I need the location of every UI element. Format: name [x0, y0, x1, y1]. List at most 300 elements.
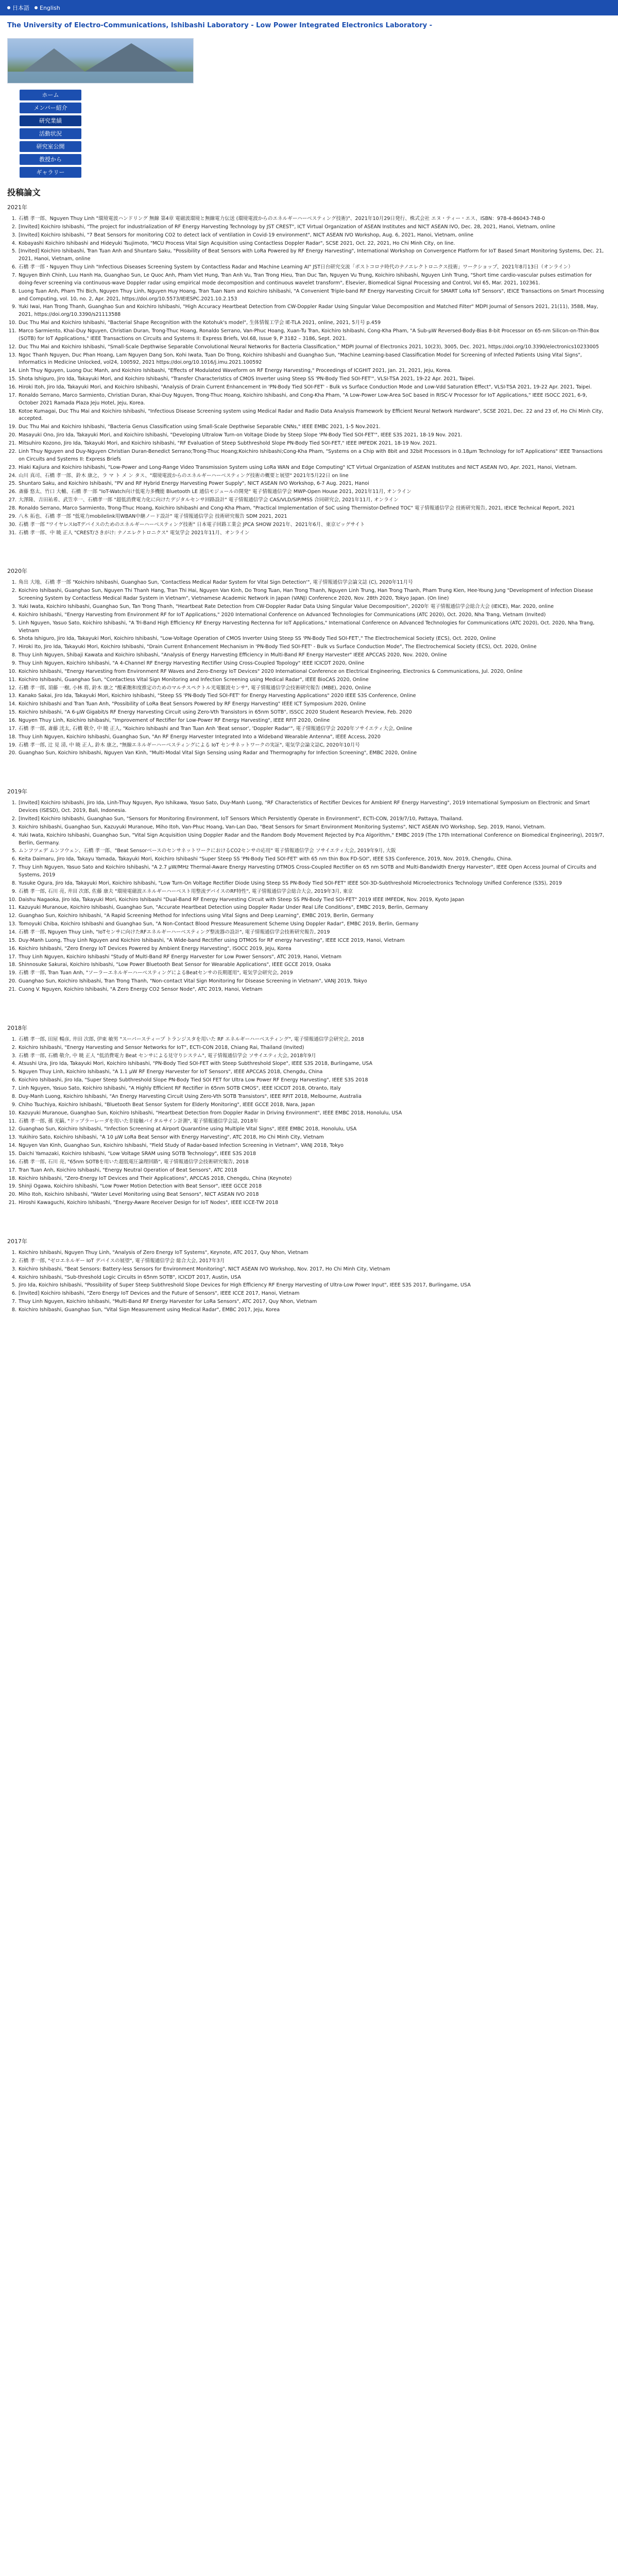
publication-text: Hiaki Kajiura and Koichiro Ishibashi, "Low-Power and Long-Range Video Transmission System using LoRa WAN and Edge Computing" ICT Virtual Organization of ASEAN Institutes and NICT ASEAN IVO, Apr. 2021, Hanoi, Vietnam.	[19, 464, 577, 470]
publication-item	[7, 945, 605, 953]
publication-item	[7, 513, 605, 521]
publication-text: Kotoe Kumagai, Duc Thu Mai and Koichiro Ishibashi, "Infectious Disease Screening system using Medical Radar and Radio Data Analysis Framework by Efficient Neural Network Hardware", SCSE 2021, Dec. 22 and 23 of, Ho Chi Minh City, accepted.	[19, 408, 604, 422]
publication-item	[7, 1249, 605, 1257]
publication-number: 30.	[8, 521, 16, 528]
publication-text: Keita Daimaru, Jiro Ida, Takayu Yamada, Takayuki Mori, Koichiro Ishibashi "Super Steep SS 'PN-Body Tied SOI-FET' with 65 nm thin Box FD-SOI", IEEE S3S Conference, 2019, Nov. 2019, Chengdu, China.	[19, 856, 512, 862]
publication-text: Yukihiro Sato, Koichiro Ishibashi, "A 10 μW LoRa Beat Sensor with Energy Harvesting", ATC 2018, Ho Chi Minh City, Vietnam	[19, 1134, 324, 1141]
publication-item	[7, 423, 605, 431]
publication-item	[7, 742, 605, 750]
publication-number: 17.	[8, 392, 16, 398]
publication-item	[7, 800, 605, 815]
publication-text: Cuong V. Nguyen, Koichiro Ishibashi, "A Zero Energy CO2 Sensor Node", ATC 2019, Hanoi, Vietnam	[19, 987, 263, 993]
publication-item	[7, 824, 605, 832]
publication-item	[7, 856, 605, 863]
publication-text: Yuki Iwai, Han Trong Thanh, Guanghao Sun and Koichiro Ishibashi, "High Accuracy Heartbeat Detection from CW-Doppler Radar Using Singular Value Decomposition and Matched Filter" MDPI Journal of Sensors 2021, 21(11), 3588, May, 2021, https://doi.org/10.3390/s21113588	[19, 304, 598, 318]
publication-text: Linh Thuy Nguyen, Luong Duc Manh, and Koichiro Ishibashi, "Effects of Modulated Waveform on RF Energy Harvesting," Proceedings of ICGHIT 2021, Jan. 21, 2021, Jeju, Korea.	[19, 368, 452, 374]
publication-item	[7, 488, 605, 496]
publication-number: 27.	[8, 497, 16, 503]
publication-number: 12.	[8, 685, 16, 691]
publication-text: 石橋 孝一郎, "ゼロエネルギー IoT デバイスの展望", 電子情報通信学会 総合大会, 2017年3月	[19, 1258, 225, 1264]
publication-item	[7, 376, 605, 383]
publication-text: Shota Ishiguro, Jiro Ida, Takayuki Mori, Koichiro Ishibashi, "Low-Voltage Operation of CMOS Inverter Using Steep SS 'PN-Body Tied SOI-FET'," The Electrochemical Society (ECS), Oct. 2020, Online	[19, 636, 496, 642]
publication-text: Ronaldo Serrano, Marco Sarmiento, Christian Duran, Khai-Duy Nguyen, Trong-Thuc Hoang, Koichiro Ishibashi, and Cong-Kha Pham, "A Low-Power Low-Area SoC based in RISC-V Processor for IoT Applications," IEEE ISOCC 2021, 6-9, October 2021 Ramada Plaza Jeju Hotel, Jeju, Korea.	[19, 392, 587, 406]
publication-text: Miho Itoh, Koichiro Ishibashi, "Water Level Monitoring using Beat Sensors", NICT ASEAN IVO 2018	[19, 1192, 259, 1198]
publication-item	[7, 848, 605, 855]
publication-text: Yusuke Ogura, Jiro Ida, Takayuki Mori, Koichiro Ishibashi, "Low Turn-On Voltage Rectifier Diode Using Steep SS PN-Body Tied SOI-FET" IEEE SOI-3D-Subthreshold Microelectronics Technology Unified Conference (S3S), 2019	[19, 880, 562, 886]
publication-item	[7, 1150, 605, 1158]
lake-shape	[8, 72, 193, 83]
publication-item	[7, 961, 605, 969]
publication-item	[7, 1307, 605, 1314]
publication-text: Thuy Linh Nguyen, Koichiro Ishibashi "Study of Multi-Band RF Energy Harvester for Low Power Sensors", ATC 2019, Hanoi, Vietnam	[19, 954, 342, 960]
publication-number: 2.	[11, 224, 16, 230]
publication-item	[7, 224, 605, 231]
publication-text: 石橋 孝一郎, 石川 亮, "65nm SOTBを用いた超低電圧論理回路", 電子情報通信学会技術研究報告, 2018	[19, 1159, 249, 1165]
publication-item	[7, 734, 605, 741]
publication-item	[7, 432, 605, 439]
publication-number: 4.	[11, 1061, 16, 1067]
main-nav	[20, 90, 81, 178]
publication-item	[7, 643, 605, 651]
publication-item	[7, 1266, 605, 1274]
publication-list	[7, 800, 605, 994]
publication-number: 11.	[8, 328, 16, 334]
year-section	[0, 787, 618, 994]
publication-number: 3.	[11, 824, 16, 830]
publication-text: Koichiro Ishibashi, "Sub-threshold Logic Circuits in 65nm SOTB", ICICDT 2017, Austin, USA	[19, 1274, 241, 1280]
publication-item	[7, 480, 605, 488]
publication-list	[7, 1249, 605, 1314]
publication-text: 石橋 孝一郎, 斎藤 洸太, 石橋 敬介, 中 暁 正人, "Koichiro Ishibashi and Tran Tuan Anh 'Beat sensor', 'Doppler Radar'", 電子情報通信学会 2020年ソサイエティ大会, Online	[19, 725, 413, 732]
publication-number: 14.	[8, 929, 16, 936]
publication-text: Koichiro Ishibashi, "Energy Harvesting from Environment RF for IoT Applications," 2020 International Conference on Advanced Technologies for Communications (ATC 2020), Oct. 2020, Nha Trang, Vietnam (Invited)	[19, 612, 546, 618]
publication-item	[7, 1126, 605, 1133]
publication-text: 斎藤 悠太、竹口 大輔、石橋 孝一郎 "IoT-Watch向け低電力多機能 Bluetooth LE 通信モジュールの開発" 電子情報通信学会 MWP-Open House 2021, 2021年11月, オンライン	[19, 489, 411, 495]
publication-number: 23.	[8, 464, 16, 470]
publication-text: Hiroshi Kawaguchi, Koichiro Ishibashi, "Energy-Aware Receiver Design for IoT Nodes", IEEE ICCE-TW 2018	[19, 1200, 279, 1206]
publication-text: Koichiro Ishibashi, Jiro Ida, "Super Steep Subthreshold Slope PN-Body Tied SOI FET for Ultra Low Power RF Energy Harvesting", IEEE S3S 2018	[19, 1077, 368, 1083]
publication-item	[7, 521, 605, 529]
publication-item	[7, 692, 605, 700]
publication-number: 1.	[11, 580, 16, 586]
publication-text: Koichiro Ishibashi, Nguyen Thuy Linh, "Analysis of Zero Energy IoT Systems", Keynote, ATC 2017, Quy Nhon, Vietnam	[19, 1249, 308, 1256]
publication-number: 18.	[8, 1175, 16, 1181]
bullet-icon	[35, 6, 38, 9]
publication-item	[7, 392, 605, 408]
publication-item	[7, 272, 605, 287]
publication-text: Koichiro Ishibashi, Guanghao Sun, "Vital Sign Measurement using Medical Radar", EMBC 2017, Jeju, Korea	[19, 1307, 280, 1313]
publication-item	[7, 676, 605, 684]
publication-number: 14.	[8, 701, 16, 707]
publication-number: 10.	[8, 320, 16, 326]
publication-text: Tran Tuan Anh, Koichiro Ishibashi, "Energy Neutral Operation of Beat Sensors", ATC 2018	[19, 1167, 237, 1173]
publication-text: Koichiro Ishibashi, "A 6-μW Gigabit/s RF Energy Harvesting Circuit using Zero-Vth Transistors in 65nm SOTB", ISSCC 2020 Student Research Preview, Feb. 2020	[19, 709, 412, 716]
publication-text: Daichi Yamazaki, Koichiro Ishibashi, "Low Voltage SRAM using SOTB Technology", IEEE S3S 2018	[19, 1150, 256, 1157]
publication-number: 5.	[11, 620, 16, 626]
publication-number: 8.	[11, 1307, 16, 1313]
publication-number: 17.	[8, 954, 16, 960]
publication-number: 26.	[8, 489, 16, 495]
publication-item	[7, 472, 605, 480]
publication-text: Hiroki Ito, Jiro Ida, Takayuki Mori, Koichiro Ishibashi, "Drain Current Enhancement Mechanism in 'PN-Body Tied SOI-FET' - Bulk vs Surface Conduction Mode", The Electrochemical Society (ECS), Oct. 2020, Online	[19, 644, 537, 650]
publication-text: Koichiro Ishibashi, "Zero-Energy IoT Devices and Their Applications", APCCAS 2018, Chengdu, China (Keynote)	[19, 1175, 292, 1181]
publication-item	[7, 1298, 605, 1306]
publication-text: Nguyen Thuy Linh, Koichiro Ishibashi, "Improvement of Rectifier for Low-Power RF Energy Harvesting", IEEE RFIT 2020, Online	[19, 717, 330, 723]
publication-number: 10.	[8, 668, 16, 674]
year-heading: 2021年	[7, 204, 27, 211]
publication-text: Yuki Iwata, Koichiro Ishibashi, Guanghao Sun, Tan Trong Thanh, "Heartbeat Rate Detection from CW-Doppler Radar Data Using Singular Value Decomposition", 2020年 電子情報通信学会総合大会 (IEICE), Mar. 2020, online	[19, 603, 554, 609]
publication-item	[7, 1110, 605, 1117]
publication-text: Duc Thu Mai and Koichiro Ishibashi, "Bacterial Shape Recognition with the Kotohuk's model", 生体情報工学会 IE-TLA 2021, online, 2021, 5月号 p.459	[19, 320, 381, 326]
publication-item	[7, 1077, 605, 1084]
publication-text: Daishu Nagaoka, Jiro Ida, Takayuki Mori, Koichiro Ishibashi "Dual-Band RF Energy Harvesting Circuit with Steep SS PN-Body Tied SOI-FET" 2019 IEEE IMFEDK, Nov. 2019, Kyoto Japan	[19, 896, 465, 903]
publication-number: 6.	[11, 1077, 16, 1083]
publication-number: 7.	[11, 273, 16, 279]
publication-item	[7, 660, 605, 668]
publication-number: 4.	[11, 832, 16, 838]
publication-number: 14.	[8, 368, 16, 374]
publication-number: 5.	[11, 1282, 16, 1289]
publication-item	[7, 1036, 605, 1044]
publication-number: 18.	[8, 962, 16, 968]
nav-item-open-lab[interactable]: 研究室公開	[20, 141, 81, 152]
publication-text: Guanghao Sun, Koichiro Ishibashi, Nguyen Van Kinh, "Multi-Modal Vital Sign Sensing using Radar and Thermography for Infection Screening", EMBC 2020, Online	[19, 750, 417, 756]
publication-number: 15.	[8, 1150, 16, 1157]
publication-number: 4.	[11, 1274, 16, 1280]
publication-item	[7, 1101, 605, 1109]
publication-number: 13.	[8, 693, 16, 699]
publication-number: 6.	[11, 1291, 16, 1297]
nav-item-gallery[interactable]: ギャラリー	[20, 167, 81, 178]
publication-item	[7, 978, 605, 986]
publication-number: 20.	[8, 432, 16, 438]
language-link-en[interactable]	[35, 5, 60, 11]
publication-number: 4.	[11, 612, 16, 618]
publication-number: 15.	[8, 937, 16, 943]
publication-text: 石橋 孝一郎、Nguyen Thuy Linh "環境電波ハンドリング 無線 第4章 電磁波環境と無線電力伝送 (環境電波からのエネルギーハーベスティング技術)"、2021年10月29日発行、株式会社 エヌ・ティー・エス、ISBN：978-4-86043-748-0	[19, 216, 545, 222]
publication-item	[7, 1175, 605, 1183]
nav-item-activities[interactable]: 活動状況	[20, 128, 81, 139]
publication-number: 9.	[11, 304, 16, 310]
year-heading: 2019年	[7, 788, 27, 795]
publication-list	[7, 579, 605, 757]
publication-text: Duc Thu Mai and Koichiro Ishibashi, "Bacteria Genus Classification using Small-Scale Depthwise Separable CNNs," IEEE EMBC 2021, 1-5 Nov.2021.	[19, 424, 381, 430]
publication-number: 19.	[8, 424, 16, 430]
publication-item	[7, 1258, 605, 1265]
hero-image	[7, 38, 194, 83]
publication-item	[7, 440, 605, 448]
publication-item	[7, 288, 605, 303]
publication-text: 石橋 孝一郎, 孫 光鎬, "ドップラーレーダを用いた非接触バイタルサイン計測", 電子情報通信学会誌, 2018年	[19, 1118, 259, 1124]
publication-number: 1.	[11, 1249, 16, 1256]
publication-number: 7.	[11, 865, 16, 871]
publication-item	[7, 264, 605, 272]
language-link-ja-label: 日本語	[12, 5, 29, 11]
publication-number: 2.	[11, 816, 16, 822]
publication-text: [Invited] Koichiro Ishibashi, "The project for industrialization of RF Energy Harvesting Technology by JST CREST", ICT Virtual Organization of ASEAN Institutes and NICT ASEAN IVO, Dec. 28, 2021, Hanoi, Vietnam, online	[19, 224, 556, 230]
publication-text: Ronaldo Serrano, Marco Sarmiento, Trong-Thuc Hoang, Koichiro Ishibashi and Cong-Kha Pham, "Practical Implementation of SoC using Thermistor-Defined TOC" 電子情報通信学会 技術研究報告, 2021, IEICE Technical Report, 2021	[19, 505, 575, 511]
publication-item	[7, 303, 605, 319]
publication-number: 3.	[11, 1266, 16, 1272]
publication-number: 13.	[8, 921, 16, 927]
publication-item	[7, 1085, 605, 1093]
publication-text: Koichiro Ishibashi, "Energy Harvesting from Environment RF Waves and Zero-Energy IoT Devices" 2020 International Conference on Electrical Engineering, Electronics & Communications, Jul. 2020, Online	[19, 668, 523, 674]
publication-text: Koichiro Ishibashi, "Beat Sensors: Battery-less Sensors for Environment Monitoring", NICT ASEAN IVO Workshop, Nov. 2017, Ho Chi Minh City, Vietnam	[19, 1266, 390, 1272]
lab-name: The University of Electro-Communications, Ishibashi Laboratory - Low Power Integrated Electronics Laboratory -	[7, 21, 433, 29]
publication-item	[7, 464, 605, 472]
publication-text: Koichiro Ishibashi, Guanghao Sun, Nguyen Thi Thanh Hang, Tran Thi Hai, Nguyen Van Kinh, Do Trong Tuan, Han Trong Thanh, Nguyen Linh Trung, Han Trong Thanh, Pham Trung Kien, Hee-Young Jung "Development of Infection Disease Screening System by Contactless Medical Radar System in Vietnam", Vietnamese Academic Network in Japan (VANJ) Conference 2020, Nov. 28th 2020, Tokyo Japan. (On line)	[19, 588, 593, 602]
publication-item	[7, 408, 605, 423]
publication-number: 28.	[8, 505, 16, 511]
publication-text: Kazuyuki Muranoue, Koichiro Ishibashi, Guanghao Sun, "Accurate Heartbeat Detection using Doppler Radar Under Real Life Conditions", EMBC 2019, Berlin, Germany	[19, 905, 428, 911]
publication-text: Shota Ishiguro, Jiro Ida, Takayuki Mori, and Koichiro Ishibashi, "Transfer Characteristics of CMOS Inverter using Steep SS 'PN-Body Tied SOI-FET'", VLSI-TSA 2021, 19-22 Apr. 2021, Taipei.	[19, 376, 475, 382]
publication-item	[7, 668, 605, 676]
publication-sections	[0, 203, 618, 1314]
publication-item	[7, 448, 605, 464]
publication-item	[7, 367, 605, 375]
publication-item	[7, 344, 605, 351]
publication-number: 16.	[8, 717, 16, 723]
publication-text: Chiho Tsuchiya, Koichiro Ishibashi, "Bluetooth Beat Sensor System for Elderly Monitoring", IEEE GCCE 2018, Nara, Japan	[19, 1101, 315, 1108]
publication-item	[7, 970, 605, 977]
top-language-bar	[0, 0, 618, 15]
publication-item	[7, 587, 605, 603]
publication-text: 石橋 孝一郎・Nguyen Thuy Linh "Infectious Diseases Screening System by Contactless Radar and Machine Learning AI" JST日台研究交流「ポストコロナ時代のナノエレクトロニクス技術」ワークショップ、2021年8月13日（オンライン）	[19, 264, 573, 270]
publication-number: 19.	[8, 742, 16, 748]
publication-item	[7, 232, 605, 240]
publication-text: Kanako Sakai, Jiro Ida, Takayuki Mori, Koichiro Ishibashi, "Steep SS 'PN-Body Tied SOI-FET' for Energy Harvesting Applications" 2020 IEEE S3S Conference, Online	[19, 693, 416, 699]
publication-text: 八木 拓也、石橋 孝一郎 "低電力mobilelink用WBAN中継ノード設計" 電子情報通信学会 技術研究報告 SDM 2021, 2021	[19, 513, 287, 519]
mountain-shape	[23, 48, 85, 72]
publication-item	[7, 1191, 605, 1199]
mountain-shape	[85, 43, 178, 72]
publication-text: 石橋 孝一郎, 石川 亮, 井田 次郎, 佐藤 康夫 "環境電磁波エネルギーハーベスト用整流デバイスのRF特性", 電子情報通信学会総合大会, 2019年3月, 東京	[19, 888, 353, 894]
publication-text: 角出 大地、石橋 孝一郎 "Koichiro Ishibashi, Guanghao Sun, 'Contactless Medical Radar System for Vital Sign Detection'", 電子情報通信学会論文誌 (C), 2020年11月号	[19, 580, 413, 586]
publication-text: Koichiro Ishibashi, "Energy Harvesting and Sensor Networks for IoT", ECTI-CON 2018, Chiang Rai, Thailand (Invited)	[19, 1044, 304, 1050]
publication-item	[7, 328, 605, 343]
publication-item	[7, 832, 605, 848]
publication-item	[7, 1044, 605, 1052]
publication-text: Duy-Manh Luong, Koichiro Ishibashi, "An Energy Harvesting Circuit Using Zero-Vth SOTB Transistors", IEEE RFIT 2018, Melbourne, Australia	[19, 1093, 362, 1099]
publication-item	[7, 240, 605, 248]
publication-text: 石橋 孝一郎, 石橋 敬介, 中 暁 正人 "低消費電力 Beat センサによる見守りシステム", 電子情報通信学会 ソサイエティ大会, 2018年9月	[19, 1053, 316, 1059]
publication-number: 17.	[8, 725, 16, 732]
publication-item	[7, 1159, 605, 1166]
publication-text: 石橋 孝一郎, 須藤 一樹, 小林 将, 鈴木 康之 "酸素飽和度推定のためのマルチスペクトル光電脈波センサ", 電子情報通信学会技術研究報告 (MBE), 2020, Online	[19, 685, 371, 691]
publication-text: Kobayashi Koichiro Ishibashi and Hideyuki Tsujimoto, "MCU Process Vital Sign Acquisition using Contactless Doppler Radar", SCSE 2021, Oct. 22, 2021, Ho Chi Minh City, on line.	[19, 240, 455, 246]
publication-number: 20.	[8, 978, 16, 985]
publication-text: Luong Tuan Anh, Pham Thi Bich, Nguyen Thuy Linh, Nguyen Huy Hoang, Tran Tuan Nam and Koichiro Ishibashi, "A Convenient Triple-band RF Energy Harvesting Circuit for SMART LoRa IoT Sensors", IEICE Transactions on Smart Processing and Computing, vol. 10, no. 2, Apr. 2021, https://doi.org/10.5573/IEIESPC.2021.10.2.153	[19, 288, 604, 302]
publication-number: 9.	[11, 660, 16, 666]
publication-number: 16.	[8, 1159, 16, 1165]
publication-item	[7, 888, 605, 896]
publication-item	[7, 215, 605, 223]
year-section	[0, 1024, 618, 1207]
publication-text: 石橋 孝一郎 "ワイヤレスIoTデバイスのためのエネルギーハーベスティング技術" 日本電子回路工業会 JPCA SHOW 2021年、2021年6月、東京ビッグサイト	[19, 521, 365, 528]
publication-number: 9.	[11, 888, 16, 894]
publication-text: Shinnosuke Sakurai, Koichiro Ishibashi, "Low Power Bluetooth Beat Sensor for Wearable Applications", IEEE GCCE 2019, Osaka	[19, 962, 331, 968]
publication-number: 5.	[11, 848, 16, 854]
language-link-en-label: English	[40, 4, 60, 11]
publication-text: [Invited] Koichiro Ishibashi, "7 Beat Sensors for monitoring CO2 to detect lack of ventilation in Covid-19 environment", NICT ASEAN IVO Workshop, Aug. 6, 2021, Hanoi, Vietnam, online	[19, 232, 474, 238]
publication-text: Koichiro Ishibashi, Guanghao Sun, "Contactless Vital Sign Monitoring and Infection Screening using Medical Radar", IEEE BioCAS 2020, Online	[19, 676, 369, 683]
publication-number: 7.	[11, 644, 16, 650]
publication-number: 6.	[11, 856, 16, 862]
publication-text: 石橋 孝一郎、中 暁 正人 "CREST/さきがけ: ナノエレクトロニクス" 電気学会 2021年11月、オンライン	[19, 530, 250, 536]
nav-item-professor[interactable]: 教授から	[20, 154, 81, 165]
publication-number: 3.	[11, 232, 16, 238]
publication-number: 7.	[11, 1086, 16, 1092]
publication-number: 20.	[8, 750, 16, 756]
publication-item	[7, 1118, 605, 1126]
publication-text: Marco Sarmiento, Khai-Duy Nguyen, Christian Duran, Trong-Thuc Hoang, Ronaldo Serrano, Van-Phuc Hoang, Xuan-Tu Tran, Koichiro Ishibashi, Cong-Kha Pham, "A Sub-μW Reversed-Body-Bias 8-bit Processor on 65-nm Silicon-on-Thin-Box (SOTB) for IoT Applications," IEEE Transactions on Circuits and Systems II: Express Briefs, Vol.68, Issue 9, P 3182 – 3186, Sept. 2021.	[19, 328, 599, 342]
publication-text: Guanghao Sun, Koichiro Ishibashi, "Infection Screening at Airport Quarantine using Multiple Vital Signs", IEEE EMBC 2018, Honolulu, USA	[19, 1126, 357, 1132]
publication-text: Thuy Linh Nguyen, Koichiro Ishibashi, Guanghao Sun, "An RF Energy Harvester Integrated Into a Wideband Wearable Antenna", IEEE Access, 2020	[19, 734, 381, 740]
publication-number: 16.	[8, 945, 16, 952]
publication-item	[7, 864, 605, 879]
publication-text: [Invited] Koichiro Ishibashi, Tran Tuan Anh and Shuntaro Saku, "Possibility of Beat Sensors with LoRa Powered by RF Energy Harvesting", International Workshop on Convergence Platform for IoT Based Smart Monitoring Systems, Dec. 21, 2021, Hanoi, Vietnam, online	[19, 248, 604, 262]
nav-item-home[interactable]: ホーム	[20, 90, 81, 100]
publication-number: 17.	[8, 1167, 16, 1173]
publication-text: [Invited] Koichiro Ishibashi, Guanghao Sun, "Sensors for Monitoring Environment, IoT Sensors Which Persistently Operate in Environment", ECTI-CON, 2019/7/10, Pattaya, Thailand.	[19, 816, 463, 822]
publication-item	[7, 319, 605, 327]
publication-item	[7, 505, 605, 513]
publication-text: 石橋 孝一郎, Nguyen Thuy Linh, "IoTセンサに向けたRFエネルギーハーベスティング整流器の設計", 電子情報通信学会技術研究報告, 2019	[19, 929, 330, 936]
publication-number: 11.	[8, 676, 16, 683]
publication-text: Koichiro Ishibashi, "Zero Energy IoT Devices Powered by Ambient Energy Harvesting", ISOCC 2019, Jeju, Korea	[19, 945, 291, 952]
publication-text: Nguyen Van Kinh, Guanghao Sun, Koichiro Ishibashi, "Field Study of Radar-based Infection Screening in Vietnam", VANJ 2018, Tokyo	[19, 1143, 344, 1149]
publication-item	[7, 1290, 605, 1298]
publication-item	[7, 1093, 605, 1101]
publication-item	[7, 1134, 605, 1142]
publication-number: 2.	[11, 1258, 16, 1264]
publication-number: 21.	[8, 1200, 16, 1206]
publication-number: 29.	[8, 513, 16, 519]
publication-number: 13.	[8, 352, 16, 358]
publication-text: Nguyen Binh Chinh, Luu Hanh Ha, Guanghao Sun, Le Quoc Anh, Pham Viet Hung, Tran Anh Vu, Tran Trong Hieu, Tran Duc Tan, Nguyen Vu Trung, Koichiro Ishibashi, Nguyen Linh Trung, "Short time cardio-vascular pulses estimation for doing-fever screening via continuous-wave Doppler radar using empirical mode decomposition and continuous wavelet transform", Elsevier, Biomedical Signal Processing and Control, Vol 65, Mar. 2021, 102361.	[19, 273, 592, 286]
publication-item	[7, 1142, 605, 1150]
publication-text: [Invited] Koichiro Ishibashi, Jiro Ida, Linh-Thuy Nguyen, Ryo Ishikawa, Yasuo Sato, Duy-Manh Luong, "RF Characteristics of Rectifier Devices for Ambient RF Energy Harvesting", 2019 International Symposium on Electronic and Smart Devices (ISESD), Oct. 2019, Bali, Indonesia.	[19, 800, 590, 814]
publication-number: 24.	[8, 472, 16, 479]
publication-number: 1.	[11, 1036, 16, 1042]
publication-text: Koichiro Ishibashi and Tran Tuan Anh, "Possibility of LoRa Beat Sensors Powered by RF Energy Harvesting" IEEE ICT Symposium 2020, Online	[19, 701, 366, 707]
nav-item-research[interactable]: 研究業績	[20, 115, 81, 126]
publication-item	[7, 709, 605, 717]
publication-text: 石橋 孝一郎, Tran Tuan Anh, "ソーラーエネルギーハーベスティングによるBeatセンサの長期運用", 電気学会研究会, 2019	[19, 970, 293, 976]
publication-number: 13.	[8, 1134, 16, 1141]
publication-item	[7, 685, 605, 692]
publication-item	[7, 954, 605, 961]
publication-text: Linh Nguyen, Yasuo Sato, Koichiro Ishibashi, "A Tri-Band High Efficiency RF Energy Harvesting Rectenna for IoT Applications," International Conference on Advanced Technologies for Communications (ATC 2020), Oct. 2020, Nha Trang, Vietnam	[19, 620, 595, 634]
publication-item	[7, 352, 605, 367]
language-link-ja[interactable]	[7, 4, 29, 12]
publication-item	[7, 384, 605, 392]
publication-number: 21.	[8, 440, 16, 447]
publication-number: 3.	[11, 1053, 16, 1059]
publication-text: Thuy Linh Nguyen, Koichiro Ishibashi, "A 4-Channel RF Energy Harvesting Rectifier Using Cross-Coupled Topology" IEEE ICICDT 2020, Online	[19, 660, 365, 666]
publication-item	[7, 921, 605, 928]
publication-item	[7, 652, 605, 659]
year-section	[0, 1237, 618, 1314]
publication-number: 10.	[8, 1110, 16, 1116]
publication-number: 12.	[8, 1126, 16, 1132]
publication-number: 8.	[11, 288, 16, 294]
publication-text: Masayuki Ono, Jiro Ida, Takayuki Mori, and Koichiro Ishibashi, "Developing Ultralow Turn-on Voltage Diode by Steep Slope 'PN-Body Tied SOI-FET'", IEEE S3S 2021, 18-19 Nov. 2021.	[19, 432, 462, 438]
publication-number: 22.	[8, 448, 16, 454]
publication-number: 3.	[11, 603, 16, 609]
publication-item	[7, 1282, 605, 1290]
year-heading: 2020年	[7, 568, 27, 575]
publication-text: Guanghao Sun, Koichiro Ishibashi, Tran Trong Thanh, "Non-contact Vital Sign Monitoring for Disease Screening in Vietnam", VANJ 2019, Tokyo	[19, 978, 367, 985]
publication-text: Thuy Linh Nguyen, Koichiro Ishibashi, "Multi-Band RF Energy Harvester for LoRa Sensors", ATC 2017, Quy Nhon, Vietnam	[19, 1299, 317, 1305]
publication-item	[7, 1183, 605, 1191]
publication-item	[7, 1069, 605, 1076]
publication-number: 11.	[8, 1118, 16, 1124]
publication-text: Ngoc Thanh Nguyen, Duc Phan Hoang, Lam Nguyen Dang Son, Kohi Iwata, Tuan Do Trong, Koichiro Ishibashi and Guanghao Sun, "Machine Learning-based Classification Model for Screening of Infected Patients Using Vital Signs", Informatics in Medicine Unlocked, vol24, 100592, 2021 https://doi.org/10.1016/j.imu.2021.100592	[19, 352, 582, 366]
publication-text: Duy-Manh Luong, Thuy Linh Nguyen and Koichiro Ishibashi, "A Wide-band Rectifier using DTMOS for RF energy harvesting", IEEE ICCE 2019, Hanoi, Vietnam	[19, 937, 405, 943]
publication-number: 10.	[8, 896, 16, 903]
publication-text: 石橋 孝一郎, 田屋 暢彦, 井田 次郎, 伊東 敏男 "スーパースティープ トランジスタを用いた RF エネルギーハーベスティング", 電子情報通信学会研究会, 2018	[19, 1036, 364, 1042]
publication-text: Kazuyuki Muranoue, Guanghao Sun, Koichiro Ishibashi, "Heartbeat Detection from Doppler Radar in Driving Environment", IEEE EMBC 2018, Honolulu, USA	[19, 1110, 402, 1116]
publication-item	[7, 880, 605, 888]
publication-text: Thuy Linh Nguyen, Yasuo Sato and Koichiro Ishibashi, "A 2.7 μW/MHz Thermal-Aware Energy Harvesting DTMOS Cross-Coupled Rectifier on 65 nm SOTB and Multi-Bandwidth Energy Harvester", IEEE Open Access Journal of Circuits and Systems, 2019	[19, 865, 596, 878]
publication-text: 石橋 孝一郎, 辻 見 清, 中 暁 正人, 鈴木 康之, "無線エネルギーハーベスティングによる IoT センサネットワークの実証", 電気学会論文誌C, 2020年10月号	[19, 742, 360, 748]
publication-text: Thuy Linh Nguyen, Shibaji Kawata and Koichiro Ishibashi, "Analysis of Energy Harvesting Efficiency in Multi-Band RF Energy Harvester" IEEE APCCAS 2020, Nov. 2020, Online	[19, 652, 447, 658]
bullet-icon	[7, 6, 10, 9]
publication-text: Duc Thu Mai and Koichiro Ishibashi, "Small-Scale Depthwise Separable Convolutional Neural Networks for Bacteria Classification," MDPI Journal of Electronics 2021, 10(23), 3005, Dec. 2021, https://doi.org/10.3390/electronics10233005	[19, 344, 599, 350]
publication-number: 2.	[11, 1044, 16, 1050]
year-heading: 2017年	[7, 1238, 27, 1245]
publication-text: Koichiro Ishibashi, Guanghao Sun, Kazuyuki Muranoue, Miho Itoh, Van-Phuc Hoang, Van-Lan Dao, "Beat Sensors for Smart Environment Monitoring Systems", NICT ASEAN IVO Workshop, Sep. 2019, Hanoi, Vietnam.	[19, 824, 546, 830]
publication-text: Shinji Ogawa, Koichiro Ishibashi, "Low Power Motion Detection with Beat Sensor", IEEE GCCE 2018	[19, 1183, 262, 1190]
page-title: 投稿論文	[7, 188, 41, 197]
year-section	[0, 567, 618, 757]
publication-text: Atsushi Ura, Jiro Ida, Takayuki Mori, Koichiro Ishibashi, "PN-Body Tied SOI-FET with Steep Subthreshold Slope", IEEE S3S 2018, Burlingame, USA	[19, 1061, 373, 1067]
publication-number: 1.	[11, 216, 16, 222]
publication-number: 7.	[11, 1299, 16, 1305]
publication-text: 大澤隆、吉田祐希、武笠幸一、石橋孝一郎 "超低消費電力化に向けたデジタルセンサ回路設計" 電子情報通信学会 CAS/VLD/SIP/MSS 合同研究会, 2021年11月, オンライン	[19, 497, 399, 503]
publication-item	[7, 1060, 605, 1068]
publication-text: Hiroki Itoh, Jiro Ida, Takayuki Mori, and Koichiro Ishibashi, "Analysis of Drain Current Enhancement in 'PN-Body Tied SOI-FET' - Bulk vs Surface Conduction Mode and Low-Vdd Saturation Effect", VLSI-TSA 2021, 19-22 Apr. 2021, Taipei.	[19, 384, 592, 391]
publication-item	[7, 1199, 605, 1207]
publication-item	[7, 603, 605, 611]
publication-text: 山川 真司、石橋 孝一郎、鈴木 康之、ラ マ ト メ ン タス、"環境電波からのエネルギーハーベスティング技術の概要と展望" 2021年5月22日 on line	[19, 472, 349, 479]
publication-item	[7, 530, 605, 537]
publication-item	[7, 620, 605, 635]
publication-number: 11.	[8, 905, 16, 911]
publication-number: 8.	[11, 652, 16, 658]
publication-number: 20.	[8, 1192, 16, 1198]
publication-number: 2.	[11, 588, 16, 594]
publication-number: 21.	[8, 987, 16, 993]
publication-number: 14.	[8, 1143, 16, 1149]
publication-text: ムンフツェデ ムンフウェン、石橋 孝一郎、"Beat SensorベースのセンサネットワークにおけるCO2センサの応用" 電子情報通信学会 ソサイエティ大会, 2019年9月, 大阪	[19, 848, 396, 854]
publication-item	[7, 717, 605, 725]
publication-item	[7, 904, 605, 912]
publication-text: Nguyen Thuy Linh, Koichiro Ishibashi, "A 1.1 μW RF Energy Harvester for IoT Sensors", IEEE APCCAS 2018, Chengdu, China	[19, 1069, 323, 1075]
publication-number: 6.	[11, 636, 16, 642]
publication-number: 6.	[11, 264, 16, 270]
publication-number: 1.	[11, 800, 16, 806]
publication-number: 4.	[11, 240, 16, 246]
publication-text: Shuntaro Saku, and Koichiro Ishibashi, "PV and RF Hybrid Energy Harvesting Power Supply", NICT ASEAN IVO Workshop, 6-7 Aug. 2021, Hanoi	[19, 481, 369, 487]
publication-number: 15.	[8, 376, 16, 382]
year-section	[0, 203, 618, 537]
nav-item-members[interactable]: メンバー紹介	[20, 103, 81, 113]
publication-item	[7, 896, 605, 904]
publication-number: 19.	[8, 970, 16, 976]
publication-item	[7, 1167, 605, 1175]
